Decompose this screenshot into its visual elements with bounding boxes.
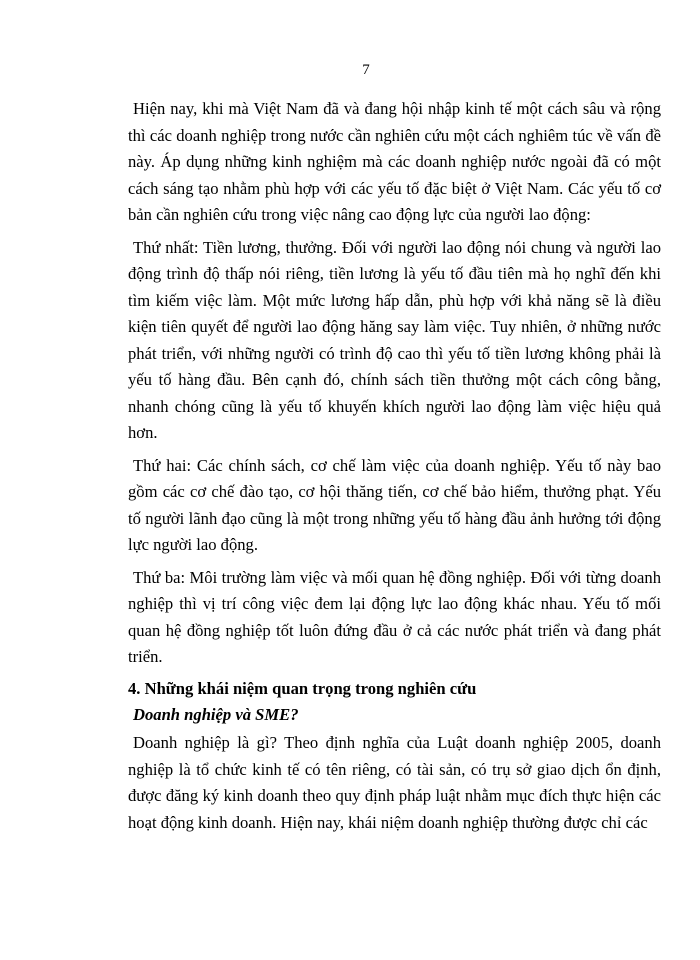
- paragraph-first-factor: Thứ nhất: Tiền lương, thưởng. Đối với người lao động nói chung và người lao động trình độ thấp nói riêng, tiền lương là yếu tố đầu tiên mà họ nghĩ đến khi tìm kiếm việc làm. Một mức lương hấp dẫn, phù hợp với khả năng sẽ là điều kiện tiên quyết để người lao động hăng say làm việc. Tuy nhiên, ở những nước phát triển, với những người có trình độ cao thì yếu tố tiền lương không phải là yếu tố hàng đầu. Bên cạnh đó, chính sách tiền thưởng một cách công bằng, nhanh chóng cũng là yếu tố khuyến khích người lao động làm việc hiệu quả hơn.: [128, 237, 661, 442]
- paragraph-definition: Doanh nghiệp là gì? Theo định nghĩa của Luật doanh nghiệp 2005, doanh nghiệp là tổ chức kinh tế có tên riêng, có tài sản, có trụ sở giao dịch ổn định, được đăng ký kinh doanh theo quy định pháp luật nhằm mục đích thực hiện các hoạt động kinh doanh. Hiện nay, khái niệm doanh nghiệp thường được chỉ các: [128, 733, 661, 832]
- body-text-section: [128, 96, 661, 677]
- section-heading: 4. Những khái niệm quan trọng trong nghiên cứu: [128, 679, 477, 698]
- paragraph-intro: Hiện nay, khi mà Việt Nam đã và đang hội nhập kinh tế một cách sâu và rộng thì các doanh nghiệp trong nước cần nghiên cứu một cách nghiêm túc về vấn đề này. Áp dụng những kinh nghiệm mà các doanh nghiệp nước ngoài đã có một cách sáng tạo nhằm phù hợp với các yếu tố đặc biệt ở Việt Nam. Các yếu tố cơ bản cần nghiên cứu trong việc nâng cao động lực của người lao động:: [128, 99, 661, 224]
- subheading: Doanh nghiệp và SME?: [133, 705, 299, 724]
- paragraph-second-factor: Thứ hai: Các chính sách, cơ chế làm việc của doanh nghiệp. Yếu tố này bao gồm các cơ chế đào tạo, cơ hội thăng tiến, cơ chế bảo hiểm, thưởng phạt. Yếu tố người lãnh đạo cũng là một trong những yếu tố hàng đầu ảnh hưởng tới động lực người lao động.: [128, 455, 661, 554]
- paragraph-third-factor: Thứ ba: Môi trường làm việc và mối quan hệ đồng nghiệp. Đối với từng doanh nghiệp thì vị trí công việc đem lại động lực lao động khác nhau. Yếu tố mối quan hệ đồng nghiệp tốt luôn đứng đầu ở cả các nước phát triển và đang phát triển.: [128, 567, 661, 666]
- page-number: 7: [362, 62, 370, 78]
- body-text-section-2: [128, 730, 661, 836]
